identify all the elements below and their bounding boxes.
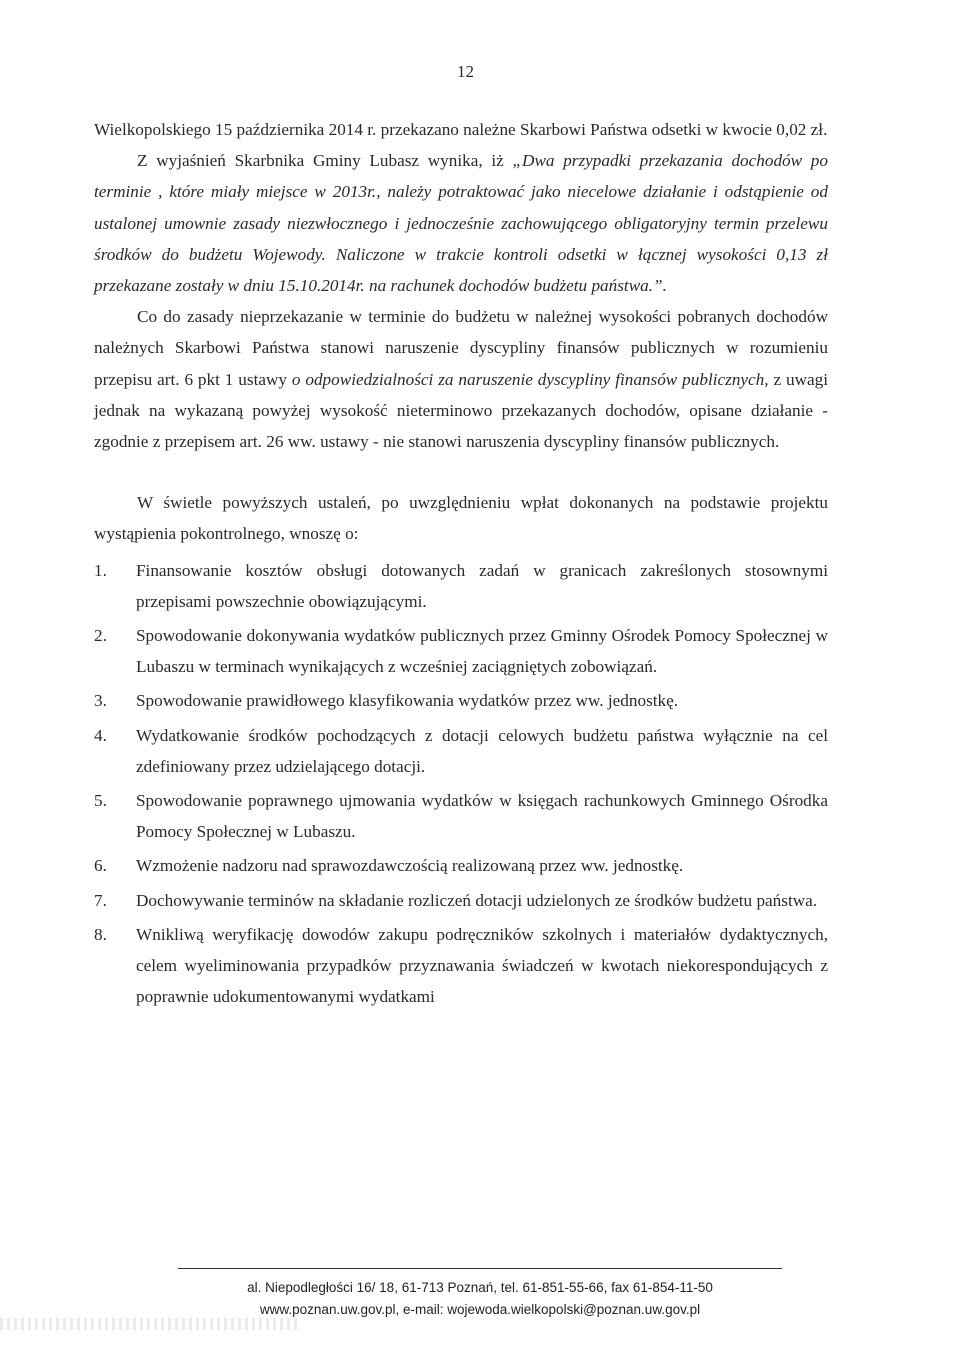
list-item bbox=[94, 885, 828, 916]
list-item bbox=[94, 620, 828, 682]
footer-divider bbox=[178, 1268, 782, 1269]
list-item bbox=[94, 785, 828, 847]
footer-contact: www.poznan.uw.gov.pl, e-mail: wojewoda.wielkopolski@poznan.uw.gov.pl bbox=[259, 1302, 701, 1317]
page-number: 12 bbox=[457, 62, 474, 81]
list-item-number: 7. bbox=[94, 890, 107, 910]
list-item-text: Wnikliwą weryfikację dowodów zakupu podręczników szkolnych i materiałów dydaktycznych, celem wyeliminowania przypadków przyznawania świadczeń w kwotach niekorespondujących z poprawnie udokumentowanymi wydatkami bbox=[136, 924, 828, 1007]
list-item-number: 6. bbox=[94, 856, 107, 876]
list-item-text: Spowodowanie poprawnego ujmowania wydatków w księgach rachunkowych Gminnego Ośrodka Pomocy Społecznej w Lubaszu. bbox=[136, 791, 828, 842]
list-item-number: 5. bbox=[94, 791, 107, 811]
paragraph-dyscyplina bbox=[94, 301, 828, 457]
list-item bbox=[94, 850, 828, 881]
paragraph-wyjasnienia bbox=[94, 145, 828, 301]
paragraph-dyscyplina-b: , z uwagi jednak na wykazaną powyżej wysokość nieterminowo przekazanych dochodów, opisane działanie - zgodnie z przepisem art. 26 ww. ustawy - nie stanowi naruszenia dyscypliny finansów publicznych. bbox=[94, 369, 828, 452]
list-item-number: 8. bbox=[94, 924, 107, 944]
list-item-text: Wydatkowanie środków pochodzących z dotacji celowych budżetu państwa wyłącznie na cel zdefiniowany przez udzielającego dotacji. bbox=[136, 725, 828, 776]
scan-artifact bbox=[0, 1318, 300, 1330]
paragraph-odsetki: Wielkopolskiego 15 października 2014 r. przekazano należne Skarbowi Państwa odsetki w kwocie 0,02 zł. bbox=[94, 120, 828, 139]
list-item bbox=[94, 720, 828, 782]
list-item-text: Wzmożenie nadzoru nad sprawozdawczością realizowaną przez ww. jednostkę. bbox=[136, 856, 684, 876]
recommendations-list bbox=[94, 555, 828, 1013]
paragraph-dyscyplina-act-title: o odpowiedzialności za naruszenie dyscypliny finansów publicznych bbox=[291, 369, 765, 389]
footer-address: al. Niepodległości 16/ 18, 61-713 Poznań, tel. 61-851-55-66, fax 61-854-11-50 bbox=[247, 1280, 713, 1295]
list-item-text: Spowodowanie prawidłowego klasyfikowania wydatków przez ww. jednostkę. bbox=[136, 691, 679, 711]
paragraph-wyjasnienia-quote: „Dwa przypadki przekazania dochodów po terminie , które miały miejsce w 2013r., należy potraktować jako niecelowe działanie i odstąpienie od ustalonej umownie zasady niezwłocznego i jednocześnie zachowującego obligatoryjny termin przelewu środków do budżetu Wojewody. Naliczone w trakcie kontroli odsetki w łącznej wysokości 0,13 zł przekazane zostały w dniu 15.10.2014r. na rachunek dochodów budżetu państwa.”. bbox=[94, 151, 828, 296]
paragraph-wyjasnienia-intro: Z wyjaśnień Skarbnika Gminy Lubasz wynika, iż bbox=[137, 151, 513, 171]
list-item-number: 3. bbox=[94, 691, 107, 711]
document-body bbox=[94, 114, 828, 1015]
list-item bbox=[94, 685, 828, 716]
list-item-number: 2. bbox=[94, 626, 107, 646]
list-item bbox=[94, 555, 828, 617]
paragraph-dyscyplina-a: Co do zasady nieprzekazanie w terminie do budżetu w należnej wysokości pobranych dochodów należnych Skarbowi Państwa stanowi naruszenie dyscypliny finansów publicznych w rozumieniu przepisu art. 6 pkt 1 ustawy bbox=[94, 307, 828, 389]
list-item-number: 4. bbox=[94, 725, 107, 745]
list-item-text: Dochowywanie terminów na składanie rozliczeń dotacji udzielonych ze środków budżetu państwa. bbox=[136, 890, 818, 910]
list-item-number: 1. bbox=[94, 560, 107, 580]
paragraph-wnioski-intro: W świetle powyższych ustaleń, po uwzględnieniu wpłat dokonanych na podstawie projektu wystąpienia pokontrolnego, wnoszę o: bbox=[94, 493, 828, 544]
list-item-text: Finansowanie kosztów obsługi dotowanych zadań w granicach zakreślonych stosownymi przepisami powszechnie obowiązującymi. bbox=[136, 560, 828, 611]
list-item-text: Spowodowanie dokonywania wydatków publicznych przez Gminny Ośrodek Pomocy Społecznej w Lubaszu w terminach wynikających z wcześniej zaciągniętych zobowiązań. bbox=[136, 626, 828, 677]
spacer bbox=[94, 457, 828, 487]
list-item bbox=[94, 919, 828, 1013]
